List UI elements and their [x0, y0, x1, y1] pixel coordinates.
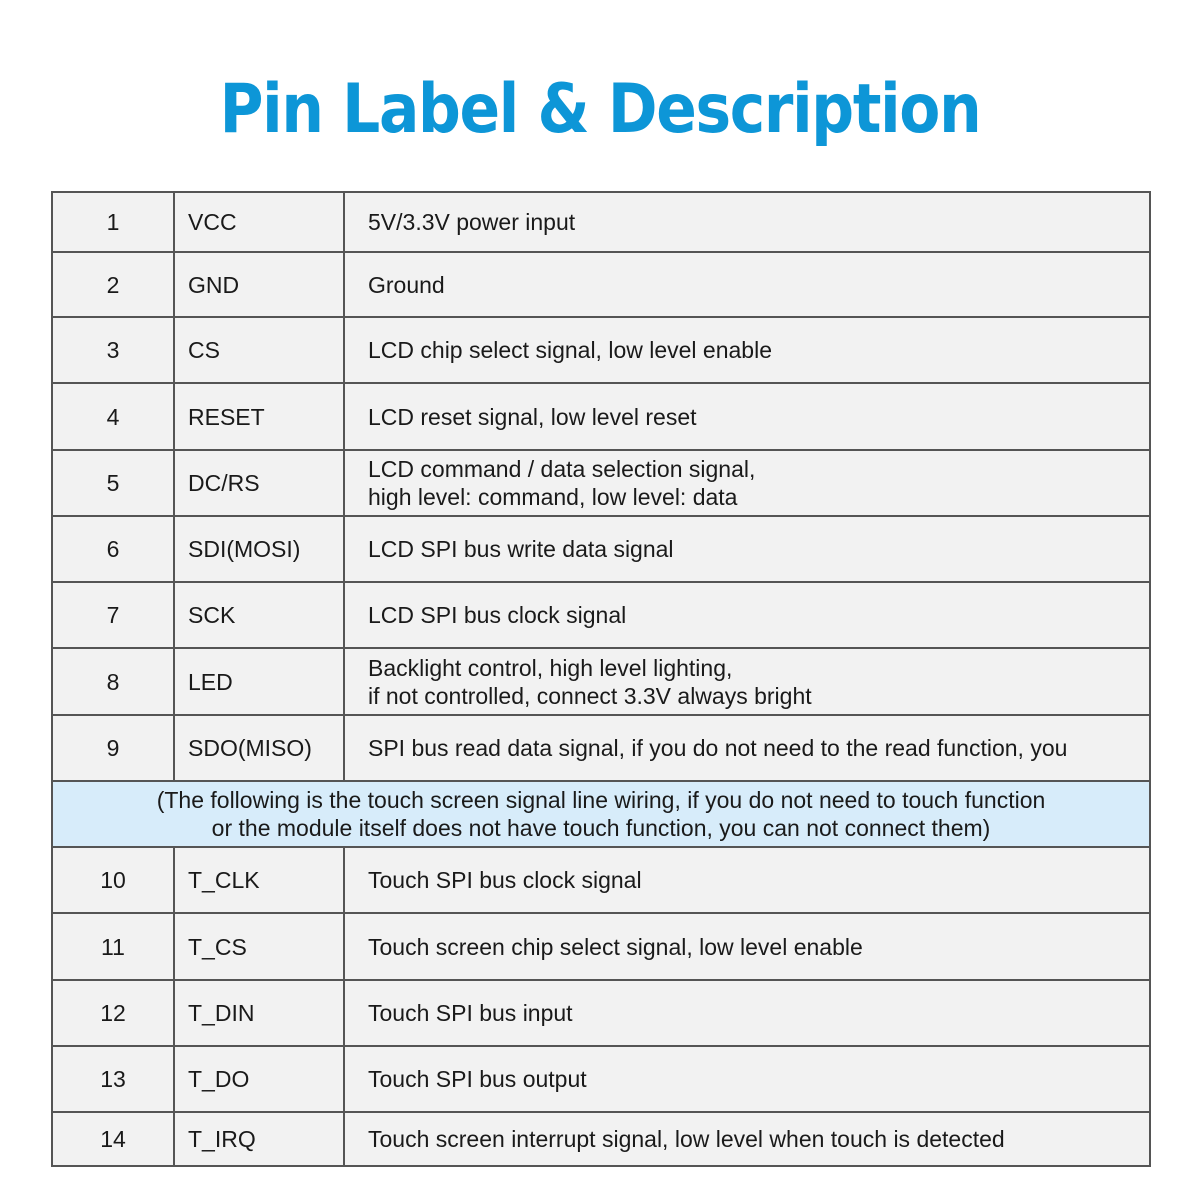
- table-row: [52, 317, 1150, 383]
- pin-label: CS: [174, 317, 344, 383]
- pin-number: 12: [52, 980, 174, 1046]
- pin-number: 4: [52, 383, 174, 450]
- table-row: [52, 582, 1150, 648]
- pin-description: LCD chip select signal, low level enable: [344, 317, 1150, 383]
- pin-number: 1: [52, 192, 174, 252]
- table-row: [52, 192, 1150, 252]
- pin-table: [51, 191, 1151, 1167]
- pin-label: LED: [174, 648, 344, 715]
- page-title: Pin Label & Description: [219, 70, 981, 149]
- pin-number: 7: [52, 582, 174, 648]
- pin-description: [344, 715, 1150, 781]
- table-row: [52, 847, 1150, 913]
- pin-description: Ground: [344, 252, 1150, 317]
- pin-number: 3: [52, 317, 174, 383]
- pin-description: LCD command / data selection signal, high level: command, low level: data: [344, 450, 1150, 516]
- pin-description: LCD reset signal, low level reset: [344, 383, 1150, 450]
- pin-number: 8: [52, 648, 174, 715]
- pin-number: 5: [52, 450, 174, 516]
- table-row: [52, 383, 1150, 450]
- pin-label: SCK: [174, 582, 344, 648]
- table-row: [52, 648, 1150, 715]
- pin-label: SDO(MISO): [174, 715, 344, 781]
- table-row: [52, 1112, 1150, 1166]
- pin-label: T_DO: [174, 1046, 344, 1112]
- pin-label: DC/RS: [174, 450, 344, 516]
- pin-description: LCD SPI bus clock signal: [344, 582, 1150, 648]
- pin-label: T_DIN: [174, 980, 344, 1046]
- table-row: [52, 516, 1150, 582]
- pin-description: Touch screen chip select signal, low level enable: [344, 913, 1150, 980]
- pin-description: LCD SPI bus write data signal: [344, 516, 1150, 582]
- pin-description: Touch SPI bus input: [344, 980, 1150, 1046]
- touch-note: (The following is the touch screen signal line wiring, if you do not need to touch function or the module itself does not have touch function, you can not connect them): [52, 781, 1150, 847]
- pin-number: 2: [52, 252, 174, 317]
- pin-description: Backlight control, high level lighting, if not controlled, connect 3.3V always bright: [344, 648, 1150, 715]
- pin-description: Touch screen interrupt signal, low level when touch is detected: [344, 1112, 1150, 1166]
- table-row: [52, 1046, 1150, 1112]
- table-row: [52, 715, 1150, 781]
- pin-description: 5V/3.3V power input: [344, 192, 1150, 252]
- pin-label: T_IRQ: [174, 1112, 344, 1166]
- pin-label: GND: [174, 252, 344, 317]
- pin-number: 13: [52, 1046, 174, 1112]
- pin-number: 10: [52, 847, 174, 913]
- touch-note-row: [52, 781, 1150, 847]
- pin-label: T_CLK: [174, 847, 344, 913]
- pin-label: SDI(MOSI): [174, 516, 344, 582]
- pin-label: T_CS: [174, 913, 344, 980]
- pin-number: 6: [52, 516, 174, 582]
- pin-label: VCC: [174, 192, 344, 252]
- pin-description: Touch SPI bus clock signal: [344, 847, 1150, 913]
- pin-number: 14: [52, 1112, 174, 1166]
- pin-description: Touch SPI bus output: [344, 1046, 1150, 1112]
- pin-label: RESET: [174, 383, 344, 450]
- table-row: [52, 450, 1150, 516]
- pin-number: 11: [52, 913, 174, 980]
- table-row: [52, 913, 1150, 980]
- pin-number: 9: [52, 715, 174, 781]
- table-row: [52, 980, 1150, 1046]
- table-row: [52, 252, 1150, 317]
- pin-description-text: SPI bus read data signal, if you do not need to the read function, you: [368, 735, 1068, 761]
